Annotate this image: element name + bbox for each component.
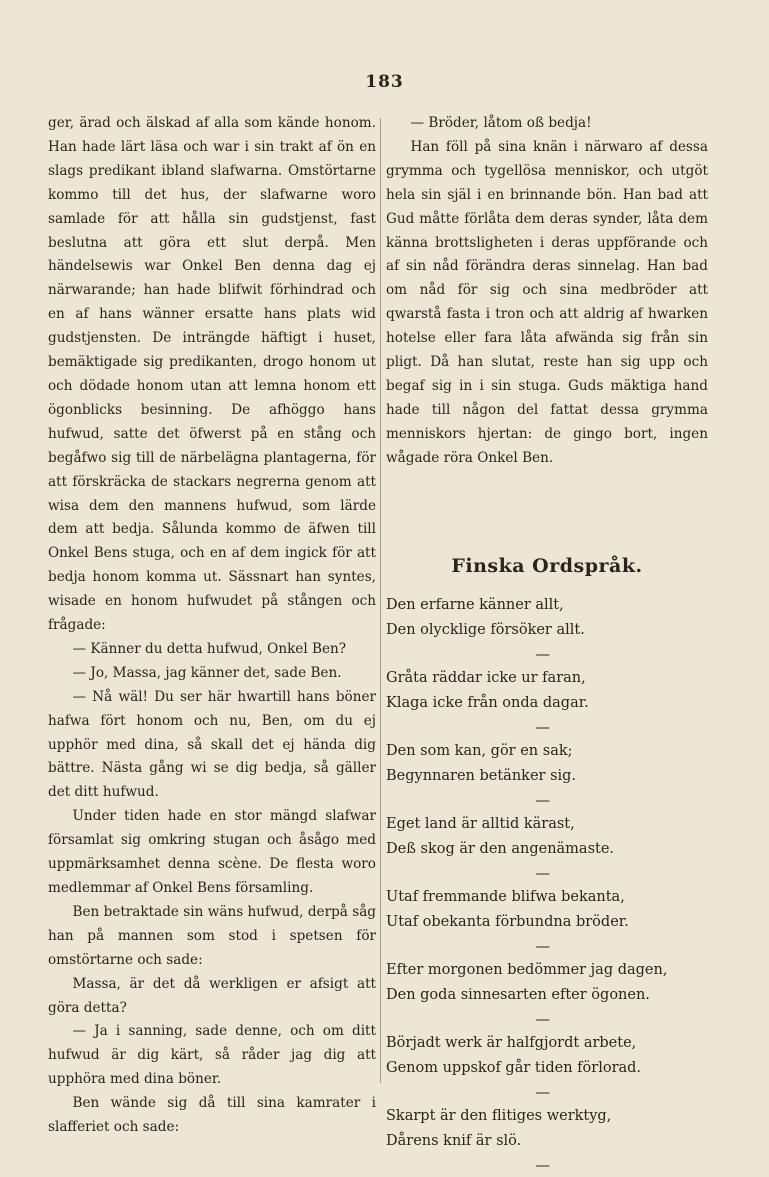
- paragraph: — Jo, Massa, jag känner det, sade Ben.: [72, 664, 342, 681]
- proverb-line: Den erfarne känner allt,: [386, 596, 564, 613]
- paragraph: Under tiden hade en stor mängd slafwar församlat sig omkring stugan och åsågo med uppmärksamhet denna scène. De flesta woro medlemmar af Onkel Bens församling.: [48, 808, 376, 896]
- proverb-line: Börjadt werk är halfgjordt arbete,: [386, 1034, 637, 1051]
- proverb-line: Efter morgonen bedömmer jag dagen,: [386, 961, 668, 978]
- paragraph: — Känner du detta hufwud, Onkel Ben?: [72, 640, 347, 657]
- proverb-separator: —: [535, 646, 550, 663]
- proverb-separator: —: [535, 1157, 550, 1174]
- proverb: [386, 958, 708, 1031]
- proverb-line: Utaf fremmande blifwa bekanta,: [386, 888, 625, 905]
- proverb-line: Klaga icke från onda dagar.: [386, 695, 589, 711]
- proverb: [386, 593, 708, 666]
- page-number: 183: [365, 72, 404, 92]
- column-divider: [380, 118, 381, 1083]
- proverb-line: Den olycklige försöker allt.: [386, 622, 585, 638]
- paragraph: — Ja i sanning, sade denne, och om ditt hufwud är dig kärt, så råder jag dig att upphöra med dina böner.: [48, 1023, 376, 1088]
- proverb: [386, 1104, 708, 1177]
- paragraph: ger, ärad och älskad af alla som kände honom. Han hade lärt läsa och war i sin trakt af ön en slags predikant ibland slafwarna. Omstörtarne kommo till det hus, der slafwarne woro samlade för att hålla sin gudstjenst, fast beslutna att göra ett slut derpå. Men händelsewis war Onkel Ben denna dag ej närwarande; han hade blifwit förhindrad och en af hans wänner ersatte hans plats wid gudstjensten. De inträngde häftigt i huset, bemäktigade sig predikanten, drogo honom ut och dödade honom utan att lemna honom ett ögonblicks besinning. De afhöggo hans hufwud, satte det öfwerst på en stång och begåfwo sig till de närbelägna plantagerna, för att förskräcka de stackars negrerna genom att wisa dem den mannens hufwud, som lärde dem att bedja. Sålunda kommo de äfwen till Onkel Bens stuga, och en af dem ingick för att bedja honom komma ut. Sässnart han syntes, wisade en honom hufwudet på stången och frågade:: [48, 115, 376, 634]
- proverbs-list: [386, 593, 708, 1177]
- paragraph: — Bröder, låtom oß bedja!: [410, 115, 592, 131]
- left-column: [48, 112, 376, 1140]
- proverb: [386, 812, 708, 885]
- proverb-separator: —: [535, 1011, 550, 1028]
- right-column: [386, 112, 708, 1177]
- proverb-line: Den som kan, gör en sak;: [386, 742, 573, 759]
- paragraph: Ben betraktade sin wäns hufwud, derpå såg han på mannen som stod i spetsen för omstörtarne och sade:: [48, 903, 376, 968]
- paragraph: Han föll på sina knän i närwaro af dessa grymma och tygellösa menniskor, och utgöt hela sin själ i en brinnande bön. Han bad att Gud måtte förlåta dem deras synder, låta dem känna brottsligheten i deras uppförande och af sin nåd förändra deras sinnelag. Han bad om nåd för sig och sina medbröder att qwarstå fasta i tron och att aldrig af hwarken hotelse eller fara låta afwända sig från sin pligt. Då han slutat, reste han sig upp och begaf sig in i sin stuga. Guds mäktiga hand hade till någon del fattat dessa grymma menniskors hjertan: de gingo bort, ingen wågade röra Onkel Ben.: [386, 138, 708, 466]
- proverb-separator: —: [535, 1084, 550, 1101]
- proverb: [386, 739, 708, 812]
- proverb: [386, 666, 708, 739]
- proverb-separator: —: [535, 938, 550, 955]
- proverb-separator: —: [535, 792, 550, 809]
- proverb-line: Begynnaren betänker sig.: [386, 768, 577, 784]
- proverb-line: Genom uppskof går tiden förlorad.: [386, 1060, 642, 1076]
- proverb-line: Dårens knif är slö.: [386, 1133, 522, 1149]
- proverb: [386, 1031, 708, 1104]
- proverb-separator: —: [535, 865, 550, 882]
- proverb: [386, 885, 708, 958]
- proverb-line: Skarpt är den flitiges werktyg,: [386, 1107, 612, 1124]
- proverb-line: Eget land är alltid kärast,: [386, 815, 575, 832]
- paragraph: Massa, är det då werkligen er afsigt att göra detta?: [48, 975, 376, 1016]
- proverb-separator: —: [535, 719, 550, 736]
- proverb-line: Gråta räddar icke ur faran,: [386, 669, 586, 686]
- paragraph: Ben wände sig då till sina kamrater i slafferiet och sade:: [48, 1095, 376, 1136]
- proverb-line: Den goda sinnesarten efter ögonen.: [386, 987, 650, 1003]
- proverb-line: Deß skog är den angenämaste.: [386, 841, 615, 857]
- proverbs-heading: Finska Ordspråk.: [451, 554, 643, 577]
- paragraph: — Nå wäl! Du ser här hwartill hans böner hafwa fört honom och nu, Ben, om du ej upphör med dina, så skall det ej hända dig bättre. Nästa gång wi se dig bedja, så gäller det ditt hufwud.: [48, 688, 376, 801]
- story-conclusion: [386, 112, 708, 471]
- proverb-line: Utaf obekanta förbundna bröder.: [386, 914, 629, 930]
